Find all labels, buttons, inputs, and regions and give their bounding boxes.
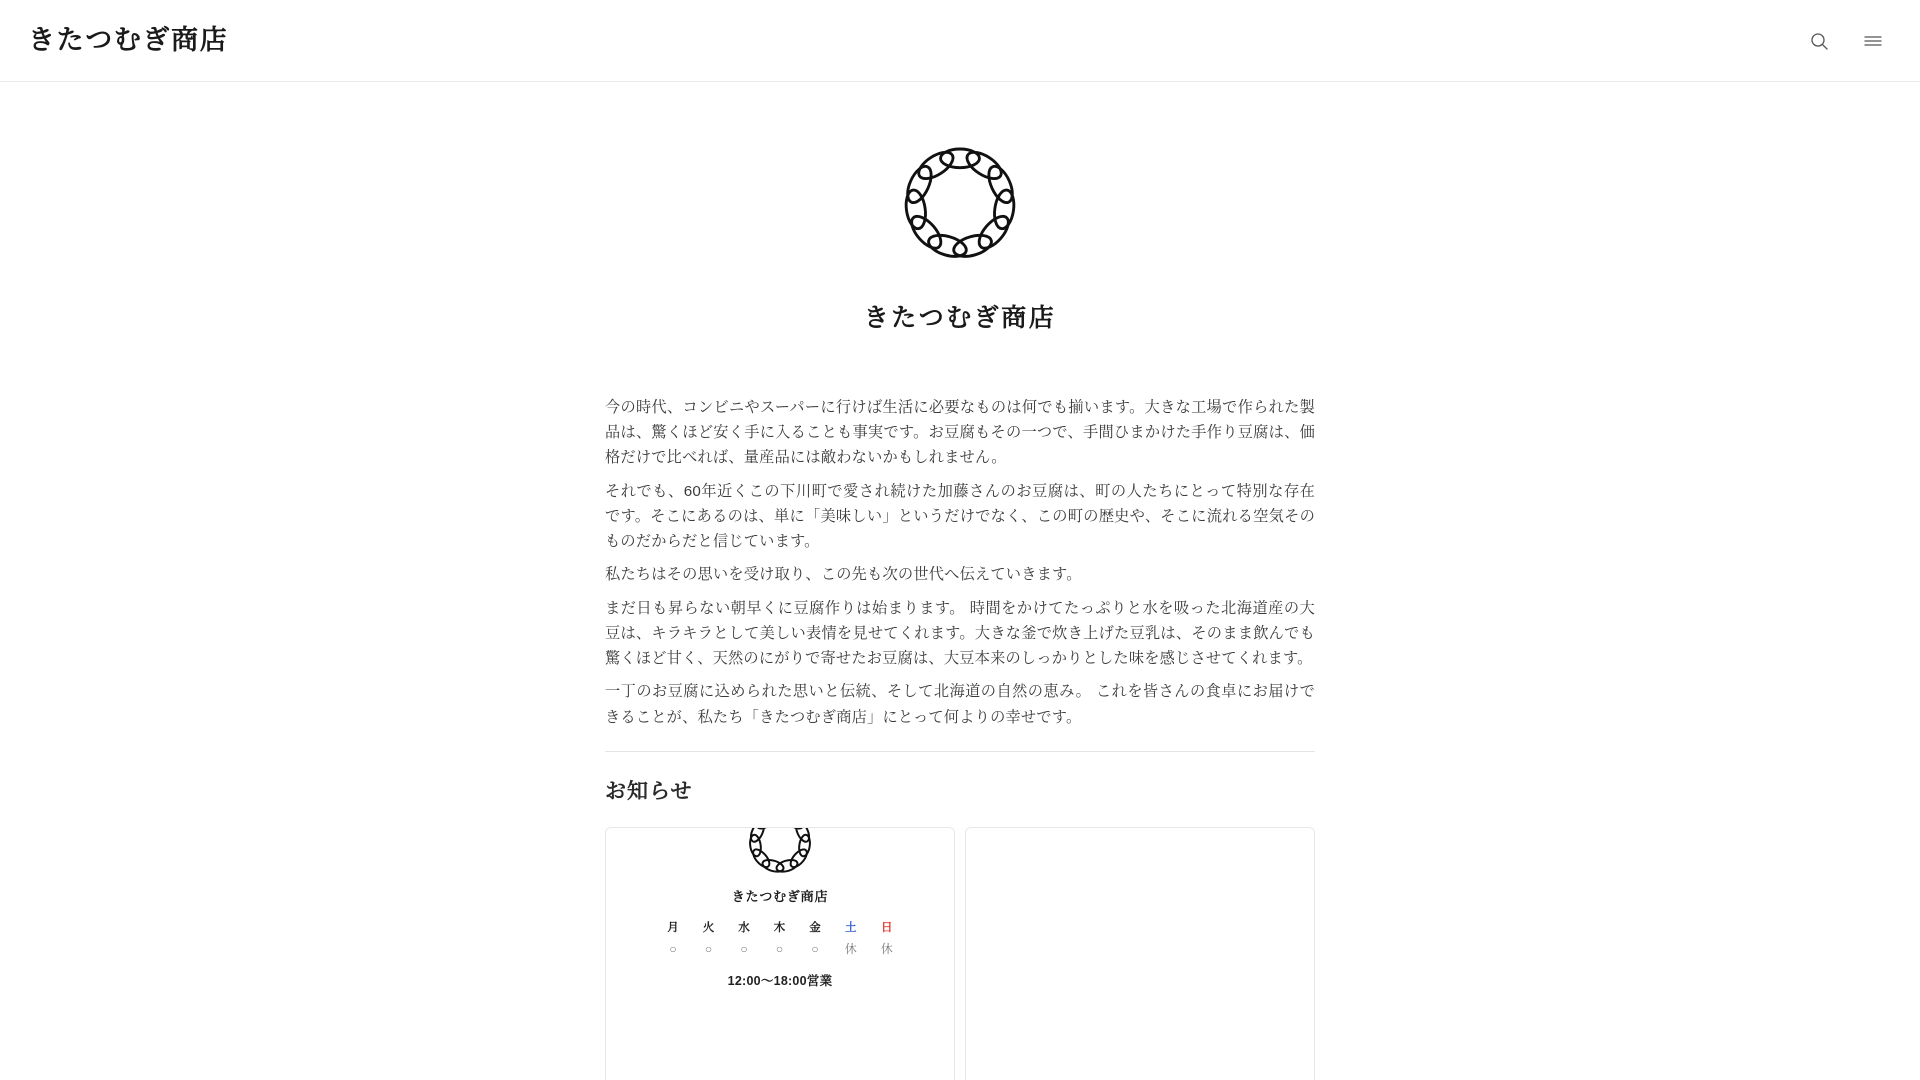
business-hours-table	[655, 919, 905, 959]
site-header	[0, 0, 1920, 82]
story-paragraph: 私たちはその思いを受け取り、この先も次の世代へ伝えていきます。	[605, 566, 1082, 584]
rosette-logo-icon	[888, 131, 1032, 275]
story-section	[605, 395, 1315, 730]
story-paragraph: 一丁のお豆腐に込められた思いと伝統、そして北海道の自然の恵み。 これを皆さんの食卓にお届けできることが、私たち「きたつむぎ商店」にとって何よりの幸せです。	[605, 683, 1315, 726]
site-title[interactable]: きたつむぎ商店	[28, 25, 229, 55]
news-card[interactable]	[965, 827, 1315, 1080]
news-grid	[605, 827, 1315, 1080]
header-actions	[1806, 28, 1892, 54]
hours-day-sun: 日	[881, 922, 893, 935]
news-card[interactable]	[605, 827, 955, 1080]
content-column	[605, 334, 1315, 1080]
news-card-media	[966, 828, 1314, 1080]
story-paragraph: 今の時代、コンビニやスーパーに行けば生活に必要なものは何でも揃います。大きな工場で作られた製品は、驚くほど安く手に入ることも事実です。お豆腐もその一つで、手間ひまかけた手作り豆腐は、価格だけで比べれば、量産品には敵わないかもしれません。	[605, 399, 1315, 467]
story-paragraph: それでも、60年近くこの下川町で愛され続けた加藤さんのお豆腐は、町の人たちにとって特別な存在です。そこにあるのは、単に「美味しい」というだけでなく、この町の歴史や、そこに流れる空気そのものだからだと信じています。	[605, 482, 1315, 551]
business-hours-note: 12:00〜18:00営業	[727, 973, 833, 988]
hours-day-tue: 火	[702, 922, 715, 935]
hours-status-fri: ○	[811, 941, 819, 956]
hours-day-sat: 土	[844, 922, 857, 935]
story-paragraph: まだ日も昇らない朝早くに豆腐作りは始まります。 時間をかけてたっぷりと水を吸った北海道産の大豆は、キラキラとして美しい表情を見せてくれます。大きな釜で炊き上げた豆乳は、そのまま飲んでも驚くほど甘く、天然のにがりで寄せたお豆腐は、大豆本来のしっかりとした味を感じさせてくれます。	[605, 599, 1315, 668]
hours-status-sun: 休	[880, 941, 893, 956]
hours-status-thu: ○	[775, 941, 784, 956]
search-icon[interactable]	[1806, 28, 1832, 54]
hamburger-menu-icon[interactable]	[1860, 28, 1886, 54]
hours-day-mon: 月	[667, 922, 679, 935]
hero-section	[0, 82, 1920, 334]
hours-status-sat: 休	[844, 941, 857, 956]
hours-day-row	[655, 919, 905, 939]
news-heading: お知らせ	[605, 779, 693, 803]
news-card-brand: きたつむぎ商店	[731, 889, 829, 905]
hours-day-fri: 金	[809, 922, 821, 935]
hours-status-tue: ○	[704, 941, 713, 956]
news-card-media	[606, 828, 954, 1024]
hours-status-wed: ○	[740, 941, 748, 956]
page-main	[0, 82, 1920, 1080]
hours-status-mon: ○	[669, 941, 677, 956]
hours-day-thu: 木	[773, 922, 786, 935]
rosette-logo-icon	[740, 828, 820, 882]
section-divider	[605, 751, 1315, 752]
hero-brand-name: きたつむぎ商店	[863, 305, 1057, 332]
hours-day-wed: 水	[738, 922, 750, 935]
hours-status-row	[655, 939, 905, 959]
card-logo-wrap	[606, 828, 954, 882]
